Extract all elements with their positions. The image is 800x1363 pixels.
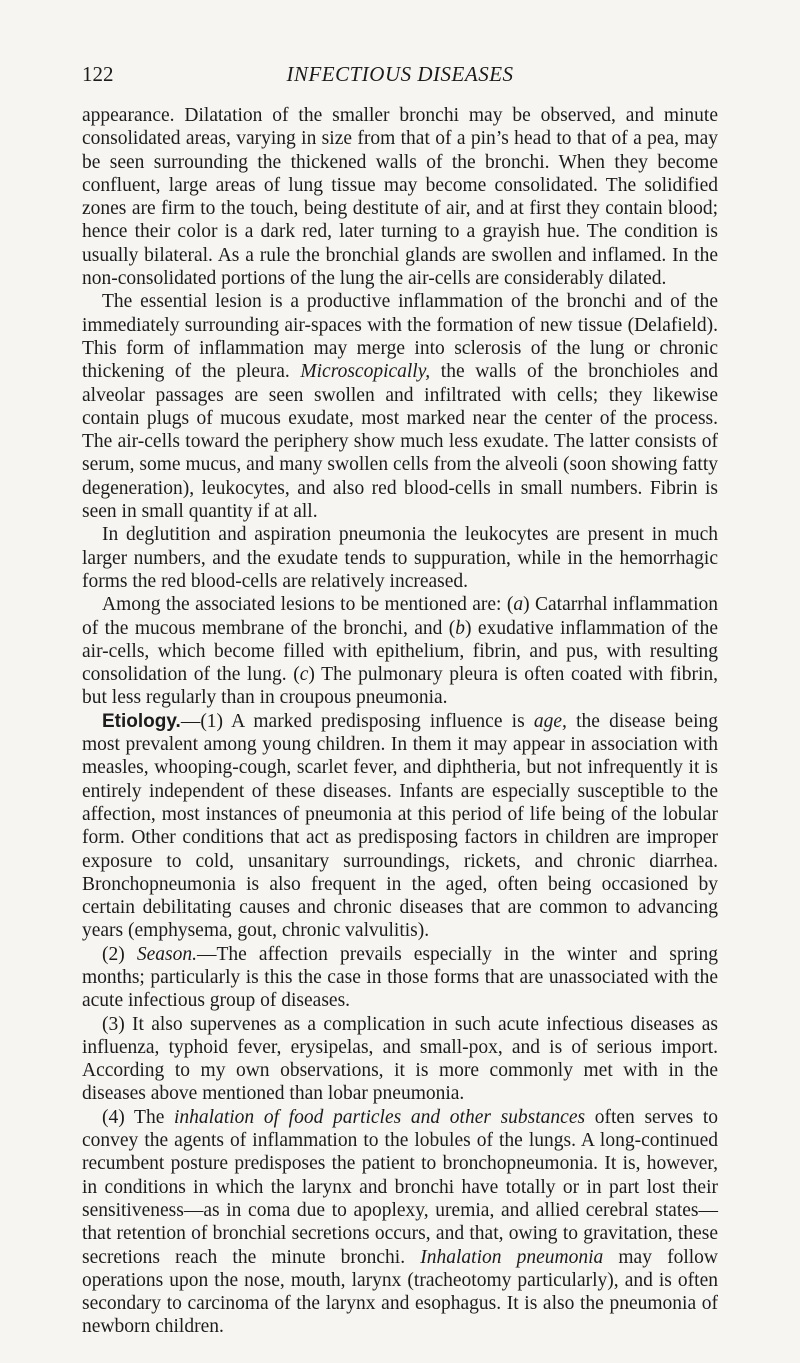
- italic-text: age,: [533, 710, 567, 732]
- running-head: INFECTIOUS DISEASES: [286, 62, 514, 86]
- italic-text: a: [513, 594, 524, 616]
- italic-text: b: [455, 617, 466, 639]
- text-run: ) Catarrhal inflammation of the mucous membrane of the bronchi, and (: [82, 594, 718, 639]
- page-header: [82, 62, 718, 92]
- text-run: Among the associated lesions to be mentioned are: (: [102, 594, 514, 616]
- italic-text: Inhalation pneumonia: [420, 1246, 604, 1268]
- page-number: 122: [82, 62, 114, 86]
- text-run: ) exudative inflammation of the air-cells, which become filled with epithelium, fibrin, and pus, with resulting consolidation of the lung. (: [82, 617, 718, 686]
- text-run: The essential lesion is a productive inflammation of the bronchi and of the immediately surrounding air-spaces with the formation of new tissue (Delafield). This form of inflammation may merge into sclerosis of the lung or chronic thickening of the pleura.: [82, 291, 718, 383]
- text-run: (3) It also supervenes as a complication in such acute infectious diseases as influenza, typhoid fever, erysipelas, and small-pox, and is of serious import. According to my own observations, it is more commonly met with in the diseases above mentioned than lobar pneumonia.: [82, 1013, 718, 1105]
- paragraph: [82, 710, 718, 943]
- text-run: In deglutition and aspiration pneumonia the leukocytes are present in much larger numbers, and the exudate tends to suppuration, while in the hemorrhagic forms the red blood-cells are relatively increased.: [82, 524, 718, 592]
- paragraph: [82, 1106, 718, 1339]
- italic-text: inhalation of food particles and other substances: [174, 1106, 586, 1128]
- paragraph: [82, 593, 718, 709]
- section-heading: Etiology.: [102, 710, 181, 732]
- paragraph: [82, 943, 718, 1013]
- italic-text: c: [299, 664, 309, 686]
- italic-text: Microscopically,: [300, 361, 431, 383]
- body-text: [82, 104, 718, 1339]
- text-run: ) The pulmonary pleura is often coated with fibrin, but less regularly than in croupous pneumonia.: [82, 664, 718, 709]
- text-run: the disease being most prevalent among young children. In them it may appear in association with measles, whooping-cough, scarlet fever, and diphtheria, but not infrequently it is entirely independent of these diseases. Infants are especially susceptible to the affection, most instances of pneumonia at this period of life being of the lobular form. Other conditions that act as predisposing factors in children are improper exposure to cold, unsanitary surroundings, rickets, and chronic diarrhea. Bronchopneumonia is also frequent in the aged, often being occasioned by certain debilitating causes and chronic diseases that are common to advancing years (emphysema, gout, chronic valvulitis).: [82, 710, 718, 942]
- text-run: (2): [102, 943, 137, 965]
- paragraph: [82, 290, 718, 523]
- text-run: the walls of the bronchioles and alveolar passages are seen swollen and infiltrated with cells; they likewise contain plugs of mucous exudate, most marked near the center of the process. The air-cells toward the periphery show much less exudate. The latter consists of serum, some mucus, and many swollen cells from the alveoli (soon showing fatty degeneration), leukocytes, and also red blood-cells in small numbers. Fibrin is seen in small quantity if at all.: [82, 361, 718, 523]
- paragraph: [82, 1013, 718, 1106]
- text-run: appearance. Dilatation of the smaller bronchi may be observed, and minute consolidated areas, varying in size from that of a pin’s head to that of a pea, may be seen surrounding the thickened walls of the bronchi. When they become confluent, large areas of lung tissue may become consolidated. The solidified zones are firm to the touch, being destitute of air, and at first they contain blood; hence their color is a dark red, later turning to a grayish hue. The condition is usually bilateral. As a rule the bronchial glands are swollen and inflamed. In the non-consolidated portions of the lung the air-cells are considerably dilated.: [82, 105, 718, 290]
- text-run: (4) The: [102, 1106, 175, 1128]
- text-run: may follow operations upon the nose, mouth, larynx (tracheotomy particularly), and is often secondary to carcinoma of the larynx and esophagus. It is also the pneumonia of newborn children.: [82, 1246, 718, 1338]
- paragraph: [82, 523, 718, 593]
- text-run: —(1) A marked predisposing influence is: [180, 710, 534, 732]
- text-run: —The affection prevails especially in the winter and spring months; particularly is this the case in those forms that are unassociated with the acute infectious group of diseases.: [82, 943, 718, 1012]
- text-run: often serves to convey the agents of inflammation to the lobules of the lungs. A long-continued recumbent posture predisposes the patient to bronchopneumonia. It is, however, in conditions in which the larynx and bronchi have totally or in part lost their sensitiveness—as in coma due to apoplexy, uremia, and allied cerebral states—that retention of bronchial secretions occurs, and that, owing to gravitation, these secretions reach the minute bronchi.: [82, 1106, 719, 1268]
- italic-text: Season.: [136, 943, 197, 965]
- paragraph: [82, 104, 718, 290]
